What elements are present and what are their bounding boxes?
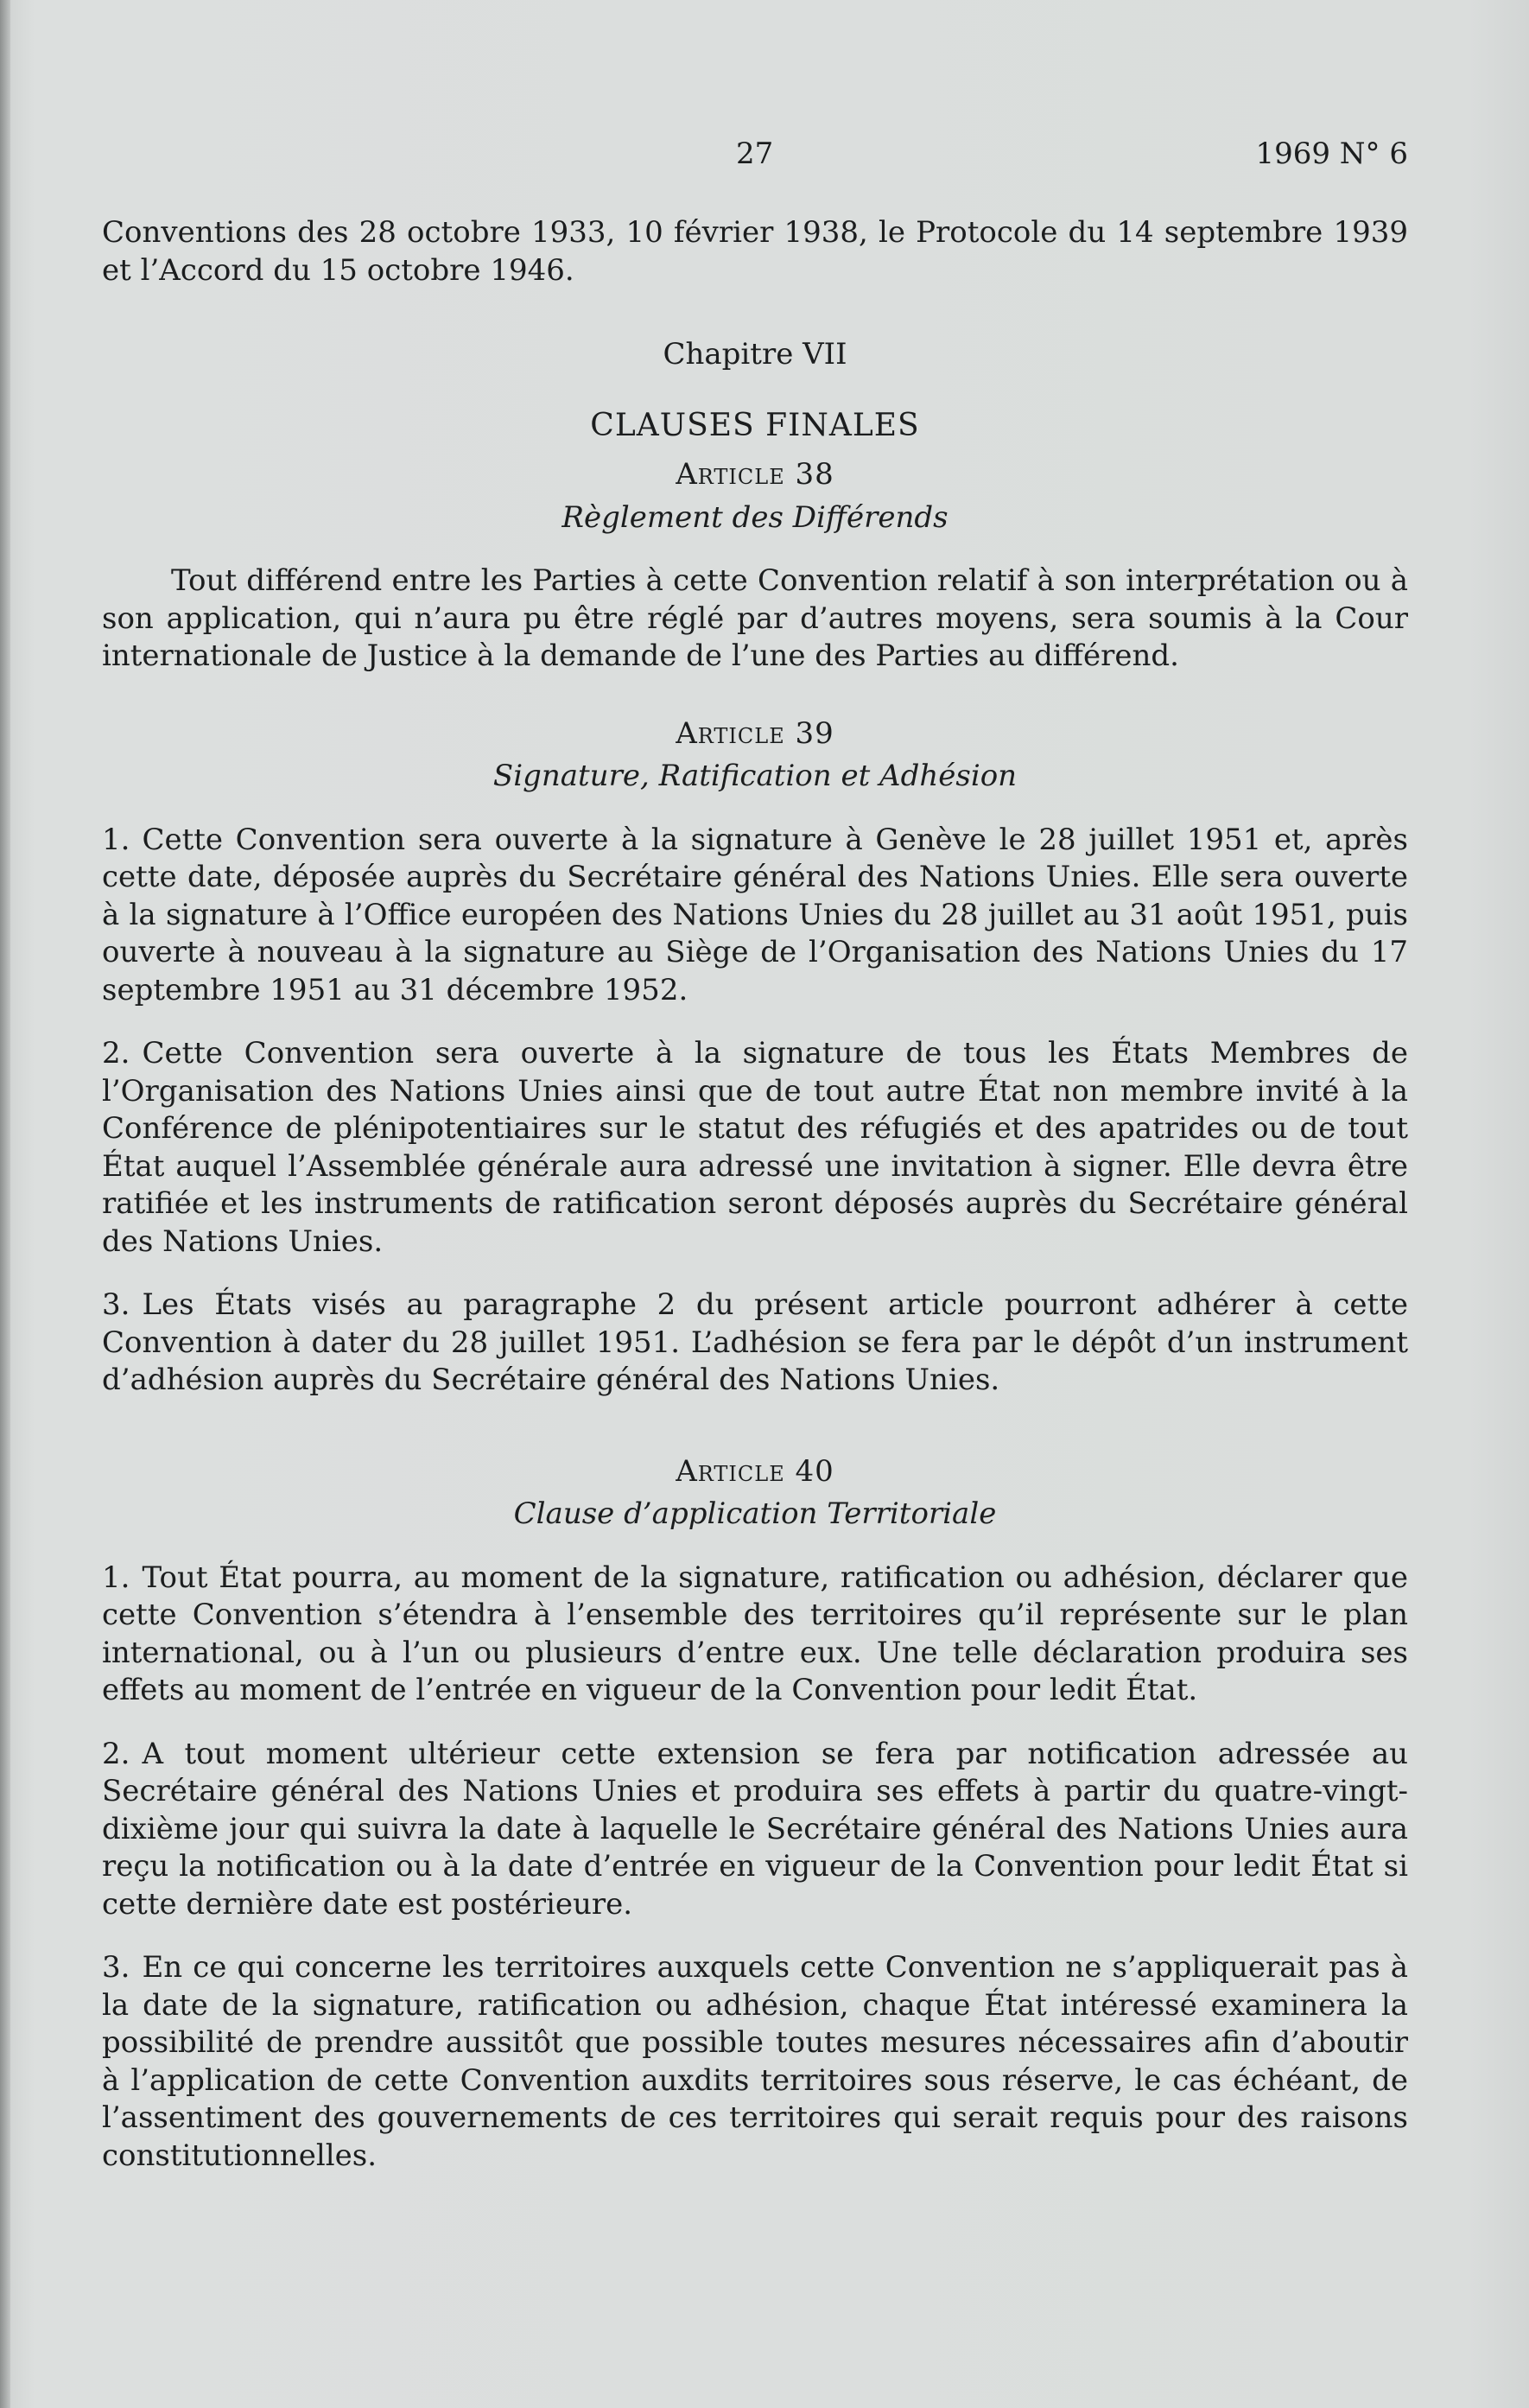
paragraph-text: En ce qui concerne les territoires auxquels cette Convention ne s’appliquerait pas à la date de la signature, ratification ou adhésion, chaque État intéressé examinera la possibilité de prendre aussitôt que possible toutes mesures nécessaires afin d’aboutir à l’application de cette Convention auxdits territoires sous réserve, le cas échéant, de l’assentiment des gouvernements de ces territoires qui serait requis pour des raisons constitutionnelles. xyxy=(102,1950,1408,2173)
article-39-paragraph xyxy=(102,822,1408,1010)
paragraph-text: Les États visés au paragraphe 2 du présent article pourront adhérer à cette Convention à dater du 28 juillet 1951. L’adhésion se fera par le dépôt d’un instrument d’adhésion auprès du Secrétaire général des Nations Unies. xyxy=(102,1287,1408,1397)
paragraph-number: 2. xyxy=(102,1736,130,1771)
document-body xyxy=(102,214,1408,2175)
article-40-subtitle: Clause d’application Territoriale xyxy=(513,1496,997,1531)
book-spine-shadow xyxy=(0,0,10,2408)
journal-reference: 1969 N° 6 xyxy=(1255,137,1408,171)
article-39-subtitle: Signature, Ratification et Adhésion xyxy=(492,759,1018,793)
article-40-paragraph xyxy=(102,1736,1408,1924)
paragraph-text: Cette Convention sera ouverte à la signature à Genève le 28 juillet 1951 et, après cette date, déposée auprès du Secrétaire général des Nations Unies. Elle sera ouverte à la signature à l’Office européen des Nations Unies du 28 juillet au 31 août 1951, puis ouverte à nouveau à la signature au Siège de l’Organisation des Nations Unies du 17 septembre 1951 au 31 décembre 1952. xyxy=(102,822,1408,1007)
article-39-heading: Article 39 xyxy=(676,715,834,751)
paragraph-text: A tout moment ultérieur cette extension se fera par notification adressée au Secrétaire général des Nations Unies et produira ses effets à partir du quatre-vingt-dixième jour qui suivra la date à laquelle le Secrétaire général des Nations Unies aura reçu la notification ou à la date d’entrée en vigueur de la Convention pour ledit État si cette dernière date est postérieure. xyxy=(102,1736,1408,1922)
chapter-title: CLAUSES FINALES xyxy=(590,407,920,443)
paragraph-number: 3. xyxy=(102,1950,130,1985)
paragraph-number: 3. xyxy=(102,1287,130,1322)
paragraph-number: 1. xyxy=(102,822,130,857)
chapter-label: Chapitre VII xyxy=(663,337,847,372)
paragraph-text: Tout État pourra, au moment de la signature, ratification ou adhésion, déclarer que cette Convention s’étendra à l’ensemble des territoires qu’il représente sur le plan international, ou à l’un ou plusieurs d’entre eux. Une telle déclaration produira ses effets au moment de l’entrée en vigueur de la Convention pour ledit État. xyxy=(102,1560,1408,1707)
page-header xyxy=(0,137,1529,180)
article-40-paragraph xyxy=(102,1560,1408,1710)
page-number: 27 xyxy=(736,137,774,171)
intro-paragraph: Conventions des 28 octobre 1933, 10 février 1938, le Protocole du 14 septembre 1939 et l’Accord du 15 octobre 1946. xyxy=(102,215,1408,288)
paragraph-number: 1. xyxy=(102,1560,130,1595)
article-38-text: Tout différend entre les Parties à cette Convention relatif à son interprétation ou à son application, qui n’aura pu être réglé par d’autres moyens, sera soumis à la Cour internationale de Justice à la demande de l’une des Parties au différend. xyxy=(102,563,1408,673)
article-39-paragraph xyxy=(102,1287,1408,1400)
article-38-heading: Article 38 xyxy=(676,457,834,492)
article-38-subtitle: Règlement des Différends xyxy=(561,499,948,535)
article-40-heading: Article 40 xyxy=(676,1453,834,1489)
article-39-paragraph xyxy=(102,1035,1408,1261)
article-40-paragraph xyxy=(102,1949,1408,2175)
paragraph-number: 2. xyxy=(102,1036,130,1071)
paragraph-text: Cette Convention sera ouverte à la signature de tous les États Membres de l’Organisation des Nations Unies ainsi que de tout autre État non membre invité à la Conférence de plénipotentiaires sur le statut des réfugiés et des apatrides ou de tout État auquel l’Assemblée générale aura adressé une invitation à signer. Elle devra être ratifiée et les instruments de ratification seront déposés auprès du Secrétaire général des Nations Unies. xyxy=(102,1036,1408,1259)
